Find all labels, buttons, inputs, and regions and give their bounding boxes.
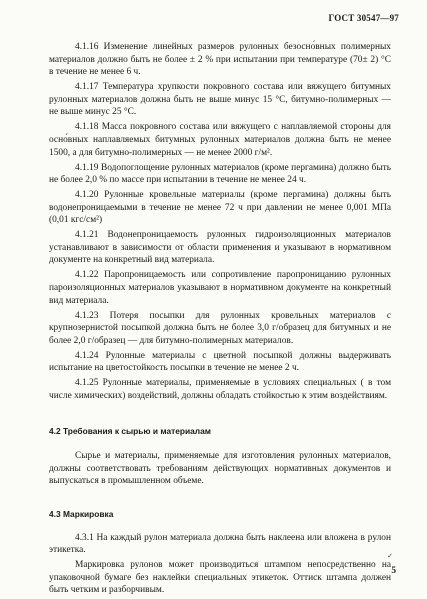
- section-heading-4-3: 4.3 Маркировка: [49, 508, 114, 519]
- page-content: [49, 41, 391, 599]
- standard-header: ГОСТ 30547—97: [328, 13, 399, 23]
- para-4-1-17: 4.1.17 Температура хрупкости покровного состава или вяжущего битумных рулонных материалов должна быть не выше минус 15 °С, битумно-полимерных — не выше минус 25 °С.: [49, 82, 391, 118]
- para-4-1-19: 4.1.19 Водопоглощение рулонных материалов (кроме пергамина) должно быть не более 2,0 % по массе при испытании в течение не менее 24 ч.: [49, 162, 391, 186]
- page-number: 5: [391, 566, 396, 576]
- para-4-3-marking: Маркировка рулонов может производиться штампом непосредственно на упаковочной бумаге без наклейки специальных этикеток. Оттиск штампа должен быть четким и разборчивым.: [49, 560, 391, 596]
- para-4-1-18: 4.1.18 Масса покровного состава или вяжущего с наплавляемой стороны для осно́вных наплавляемых битумных рулонных материалов должна быть не менее 1500, а для битумно-полимерных — не менее 2000 г/м².: [49, 122, 391, 158]
- para-4-1-16: 4.1.16 Изменение линейных размеров рулонных безосно́вных полимерных материалов должно быть не более ± 2 % при испытании при температуре (70± 2) °С в течение не менее 6 ч.: [49, 42, 391, 78]
- para-4-1-25: 4.1.25 Рулонные материалы, применяемые в условиях специальных ( в том числе химических) воздействий, должны обладать стойкостью к этим воздействиям.: [49, 378, 391, 401]
- para-4-1-21: 4.1.21 Водонепроницаемость рулонных гидроизоляционных материалов устанавливают в зависимости от области применения и указывают в нормативном документе на конкретный вид материала.: [49, 230, 391, 266]
- section-heading-4-2: 4.2 Требования к сырью и материалам: [49, 425, 211, 436]
- para-4-3-1: 4.3.1 На каждый рулон материала должна быть наклеена или вложена в рулон этикетка.: [49, 532, 391, 556]
- para-4-2-text: Сырье и материалы, применяемые для изготовления рулонных материалов, должны соответствовать требованиям действующих нормативных документов и выпускаться в промышленном объеме.: [49, 451, 391, 487]
- para-4-1-24: 4.1.24 Рулонные материалы с цветной посыпкой должны выдерживать испытание на цветостойкость посыпки в течение не менее 2 ч.: [49, 350, 391, 374]
- para-4-1-23: 4.1.23 Потеря посыпки для рулонных кровельных материалов с крупнозернистой посыпкой должна быть не более 3,0 г/образец для битумных и не более 2,0 г/образец — для битумно-полимерных материалов.: [49, 310, 391, 346]
- para-4-1-22: 4.1.22 Паропроницаемость или сопротивление паропроницанию рулонных пароизоляционных материалов указывают в нормативном документе на конкретный вид материала.: [49, 270, 391, 306]
- margin-mark: ✓: [387, 552, 393, 560]
- para-4-1-20: 4.1.20 Рулонные кровельные материалы (кроме пергамина) должны быть водонепроницаемыми в течение не менее 72 ч при давлении не менее 0,001 МПа (0,01 кгс/см²): [49, 190, 391, 226]
